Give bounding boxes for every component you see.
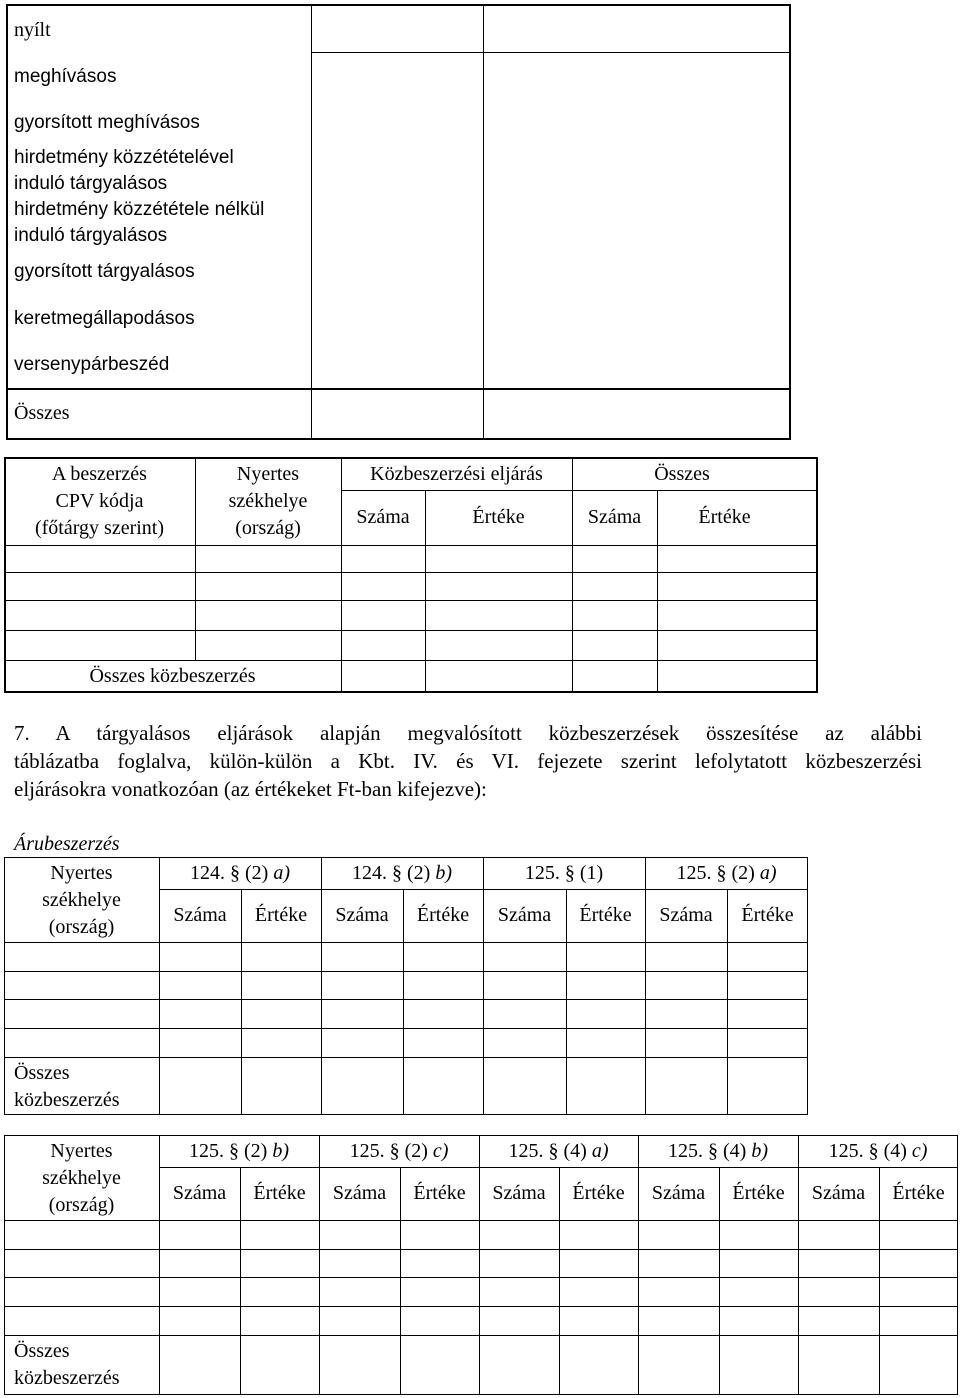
count-header: Száma <box>659 904 713 926</box>
procedure-row-label: induló tárgyalásos <box>14 173 168 194</box>
total-group-header: Összes <box>654 463 710 485</box>
procedure-row-label: hirdetmény közzététele nélkül <box>14 199 265 220</box>
value-header: Értéke <box>698 506 751 528</box>
legal-section-header: 125. § (2) a) <box>676 862 777 884</box>
paragraph-line: táblázatba foglalva, külön-külön a Kbt. IV. és VI. fejezete szerint lefolytatott közbeszerzési <box>14 749 922 773</box>
procedure-row-label: keretmegállapodásos <box>14 308 195 329</box>
value-header: Értéke <box>413 1182 466 1204</box>
value-header: Értéke <box>253 1182 306 1204</box>
procedure-row-label: gyorsított tárgyalásos <box>14 261 195 282</box>
count-header: Száma <box>497 904 552 926</box>
paragraph-line: 7. A tárgyalásos eljárások alapján megvalósított közbeszerzések összesítése az alábbi <box>14 721 922 745</box>
legal-section-header: 125. § (1) <box>524 862 604 884</box>
total-procurement-label: közbeszerzés <box>14 1089 120 1111</box>
value-header: Értéke <box>741 904 794 926</box>
value-header: Értéke <box>472 506 525 528</box>
procedure-group-header: Közbeszerzési eljárás <box>370 463 543 485</box>
winner-seat-header: Nyertes <box>236 463 300 485</box>
count-header: Száma <box>332 1182 387 1204</box>
count-header: Száma <box>356 506 410 528</box>
winner-seat-header: (ország) <box>48 1194 115 1216</box>
legal-section-header: 125. § (4) b) <box>668 1140 768 1162</box>
value-header: Értéke <box>254 904 308 926</box>
procedure-total-label: Összes <box>14 402 70 424</box>
cpv-header: A beszerzés <box>52 463 147 485</box>
legal-section-header: 125. § (4) a) <box>508 1140 609 1162</box>
paragraph-line: eljárásokra vonatkozóan (az értékeket Ft-ban kifejezve): <box>14 777 487 801</box>
value-header: Értéke <box>732 1182 785 1204</box>
total-procurement-label: Összes közbeszerzés <box>89 665 256 687</box>
winner-seat-header: székhelye <box>42 889 121 911</box>
total-procurement-label: közbeszerzés <box>14 1367 120 1389</box>
winner-seat-header: Nyertes <box>50 862 113 884</box>
count-header: Száma <box>172 1182 227 1204</box>
total-procurement-label: Összes <box>14 1062 70 1084</box>
section-7-paragraph <box>14 719 922 803</box>
value-header: Értéke <box>892 1182 945 1204</box>
legal-section-header: 124. § (2) b) <box>352 862 452 884</box>
count-header: Száma <box>173 904 227 926</box>
arubeszerzes-heading: Árubeszerzés <box>14 833 120 855</box>
procedure-row-label: hirdetmény közzétételével <box>14 147 234 168</box>
procedure-row-label: gyorsított meghívásos <box>14 112 200 133</box>
count-header: Száma <box>811 1182 866 1204</box>
cpv-header: (főtárgy szerint) <box>34 517 165 539</box>
total-procurement-label: Összes <box>14 1340 70 1362</box>
winner-seat-header: (ország) <box>235 517 301 539</box>
legal-section-header: 124. § (2) a) <box>190 862 290 884</box>
winner-seat-header: (ország) <box>48 916 115 938</box>
legal-section-header: 125. § (2) b) <box>189 1140 289 1162</box>
procedure-row-label: induló tárgyalásos <box>14 225 168 246</box>
legal-section-header: 125. § (4) c) <box>828 1140 928 1162</box>
legal-section-header: 125. § (2) c) <box>349 1140 449 1162</box>
winner-seat-header: székhelye <box>42 1167 121 1189</box>
value-header: Értéke <box>416 904 470 926</box>
procedure-row-label: nyílt <box>14 19 51 41</box>
cpv-header: CPV kódja <box>55 490 144 512</box>
winner-seat-header: székhelye <box>228 490 308 512</box>
count-header: Száma <box>335 904 389 926</box>
count-header: Száma <box>651 1182 706 1204</box>
procedure-row-label: versenypárbeszéd <box>14 354 170 375</box>
count-header: Száma <box>587 506 642 528</box>
count-header: Száma <box>492 1182 546 1204</box>
winner-seat-header: Nyertes <box>50 1140 113 1162</box>
value-header: Értéke <box>572 1182 625 1204</box>
procedure-row-label: meghívásos <box>14 66 117 87</box>
value-header: Értéke <box>579 904 632 926</box>
